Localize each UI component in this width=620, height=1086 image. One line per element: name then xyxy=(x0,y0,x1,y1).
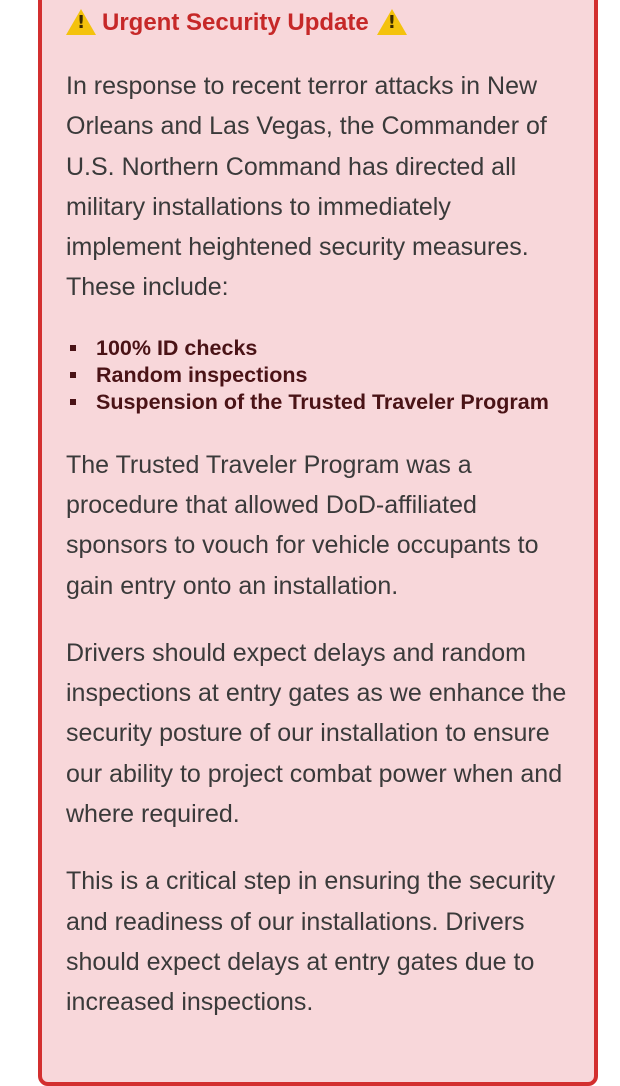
measure-text: Random inspections xyxy=(96,363,308,388)
alert-paragraph-trusted-traveler: The Trusted Traveler Program was a procedure that allowed DoD-affiliated sponsors to vouch for vehicle occupants to gain entry onto an installation. xyxy=(66,450,539,600)
bullet-icon xyxy=(70,399,76,405)
security-measures-list xyxy=(66,335,570,417)
alert-title xyxy=(66,6,570,40)
warning-icon xyxy=(377,9,407,35)
warning-icon xyxy=(66,9,96,35)
alert-paragraph-delays: Drivers should expect delays and random inspections at entry gates as we enhance the security posture of our installation to ensure our ability to project combat power when and where required. xyxy=(66,638,567,829)
bullet-icon xyxy=(70,372,76,378)
alert-title-text: Urgent Security Update xyxy=(102,9,369,36)
alert-paragraph-intro: In response to recent terror attacks in New Orleans and Las Vegas, the Commander of U.S. Northern Command has directed all military installations to immediately implement heightened security measures. These include: xyxy=(66,72,547,302)
list-item xyxy=(66,389,570,416)
alert-paragraph-critical-step: This is a critical step in ensuring the security and readiness of our installations. Drivers should expect delays at entry gates due to increased inspections. xyxy=(66,867,556,1017)
bullet-icon xyxy=(70,345,76,351)
measure-text: 100% ID checks xyxy=(96,335,258,360)
list-item xyxy=(66,362,570,389)
security-alert-card xyxy=(38,0,598,1086)
list-item xyxy=(66,335,570,362)
measure-text: Suspension of the Trusted Traveler Program xyxy=(96,390,549,415)
